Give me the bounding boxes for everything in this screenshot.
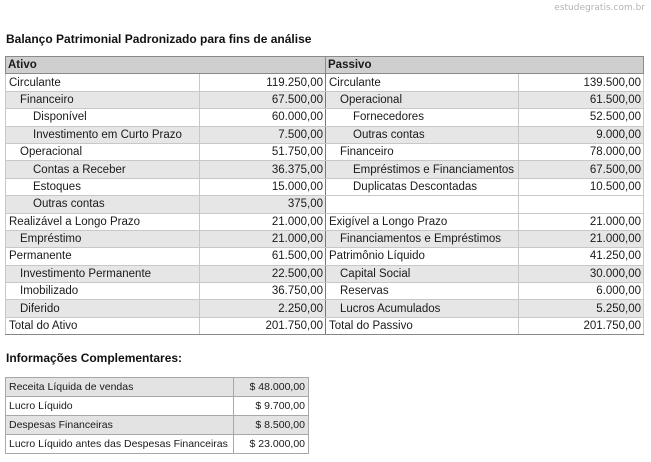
info-value: $ 8.500,00 [234, 416, 309, 435]
ativo-value: 36.375,00 [200, 161, 326, 178]
table-row [6, 143, 644, 160]
info-value: $ 23.000,00 [234, 435, 309, 454]
table-row [6, 91, 644, 108]
passivo-label [326, 196, 519, 213]
ativo-label: Investimento em Curto Prazo [6, 126, 200, 143]
table-row [6, 435, 309, 454]
ativo-label: Disponível [6, 109, 200, 126]
page-title: Balanço Patrimonial Padronizado para fins de análise [6, 32, 312, 46]
ativo-value: 7.500,00 [200, 126, 326, 143]
passivo-label: Outras contas [326, 126, 519, 143]
passivo-label: Circulante [326, 74, 519, 91]
info-value: $ 9.700,00 [234, 397, 309, 416]
info-label: Despesas Financeiras [6, 416, 234, 435]
ativo-label: Imobilizado [6, 283, 200, 300]
table-row [6, 161, 644, 178]
total-row [6, 317, 644, 334]
passivo-header: Passivo [326, 57, 644, 74]
ativo-value: 61.500,00 [200, 248, 326, 265]
passivo-value: 139.500,00 [519, 74, 644, 91]
complementary-info-table [5, 377, 309, 454]
passivo-value: 9.000,00 [519, 126, 644, 143]
passivo-value: 41.250,00 [519, 248, 644, 265]
ativo-value: 60.000,00 [200, 109, 326, 126]
passivo-label: Financiamentos e Empréstimos [326, 230, 519, 247]
table-row [6, 126, 644, 143]
passivo-label: Exigível a Longo Prazo [326, 213, 519, 230]
table-row [6, 265, 644, 282]
info-label: Lucro Líquido [6, 397, 234, 416]
passivo-total-label: Total do Passivo [326, 317, 519, 334]
watermark: estudegratis.com.br [554, 3, 645, 13]
passivo-label: Patrimônio Líquido [326, 248, 519, 265]
ativo-header: Ativo [6, 57, 326, 74]
passivo-label: Operacional [326, 91, 519, 108]
ativo-value: 22.500,00 [200, 265, 326, 282]
passivo-value [519, 196, 644, 213]
ativo-label: Empréstimo [6, 230, 200, 247]
ativo-value: 67.500,00 [200, 91, 326, 108]
passivo-label: Financeiro [326, 143, 519, 160]
ativo-label: Financeiro [6, 91, 200, 108]
ativo-value: 119.250,00 [200, 74, 326, 91]
info-label: Lucro Líquido antes das Despesas Financeiras [6, 435, 234, 454]
passivo-value: 30.000,00 [519, 265, 644, 282]
ativo-label: Estoques [6, 178, 200, 195]
ativo-label: Permanente [6, 248, 200, 265]
table-row [6, 230, 644, 247]
ativo-label: Investimento Permanente [6, 265, 200, 282]
passivo-value: 61.500,00 [519, 91, 644, 108]
balance-header-row [6, 57, 644, 74]
passivo-value: 5.250,00 [519, 300, 644, 317]
ativo-value: 21.000,00 [200, 213, 326, 230]
passivo-value: 10.500,00 [519, 178, 644, 195]
table-row [6, 74, 644, 91]
ativo-value: 2.250,00 [200, 300, 326, 317]
ativo-label: Diferido [6, 300, 200, 317]
table-row [6, 283, 644, 300]
passivo-label: Reservas [326, 283, 519, 300]
ativo-label: Circulante [6, 74, 200, 91]
ativo-value: 15.000,00 [200, 178, 326, 195]
table-row [6, 213, 644, 230]
passivo-value: 52.500,00 [519, 109, 644, 126]
passivo-total-value: 201.750,00 [519, 317, 644, 334]
info-value: $ 48.000,00 [234, 378, 309, 397]
ativo-label: Contas a Receber [6, 161, 200, 178]
ativo-value: 21.000,00 [200, 230, 326, 247]
balance-sheet-table [5, 56, 644, 335]
table-row [6, 416, 309, 435]
passivo-label: Capital Social [326, 265, 519, 282]
ativo-label: Outras contas [6, 196, 200, 213]
passivo-value: 21.000,00 [519, 213, 644, 230]
info-label: Receita Líquida de vendas [6, 378, 234, 397]
table-row [6, 109, 644, 126]
passivo-label: Duplicatas Descontadas [326, 178, 519, 195]
passivo-label: Fornecedores [326, 109, 519, 126]
passivo-label: Empréstimos e Financiamentos [326, 161, 519, 178]
table-row [6, 248, 644, 265]
passivo-value: 78.000,00 [519, 143, 644, 160]
ativo-label: Operacional [6, 143, 200, 160]
table-row [6, 178, 644, 195]
ativo-value: 375,00 [200, 196, 326, 213]
table-row [6, 196, 644, 213]
table-row [6, 378, 309, 397]
ativo-value: 36.750,00 [200, 283, 326, 300]
ativo-total-label: Total do Ativo [6, 317, 200, 334]
passivo-value: 6.000,00 [519, 283, 644, 300]
passivo-label: Lucros Acumulados [326, 300, 519, 317]
passivo-value: 21.000,00 [519, 230, 644, 247]
table-row [6, 300, 644, 317]
info-title: Informações Complementares: [6, 351, 183, 365]
passivo-value: 67.500,00 [519, 161, 644, 178]
ativo-value: 51.750,00 [200, 143, 326, 160]
ativo-label: Realizável a Longo Prazo [6, 213, 200, 230]
ativo-total-value: 201.750,00 [200, 317, 326, 334]
table-row [6, 397, 309, 416]
